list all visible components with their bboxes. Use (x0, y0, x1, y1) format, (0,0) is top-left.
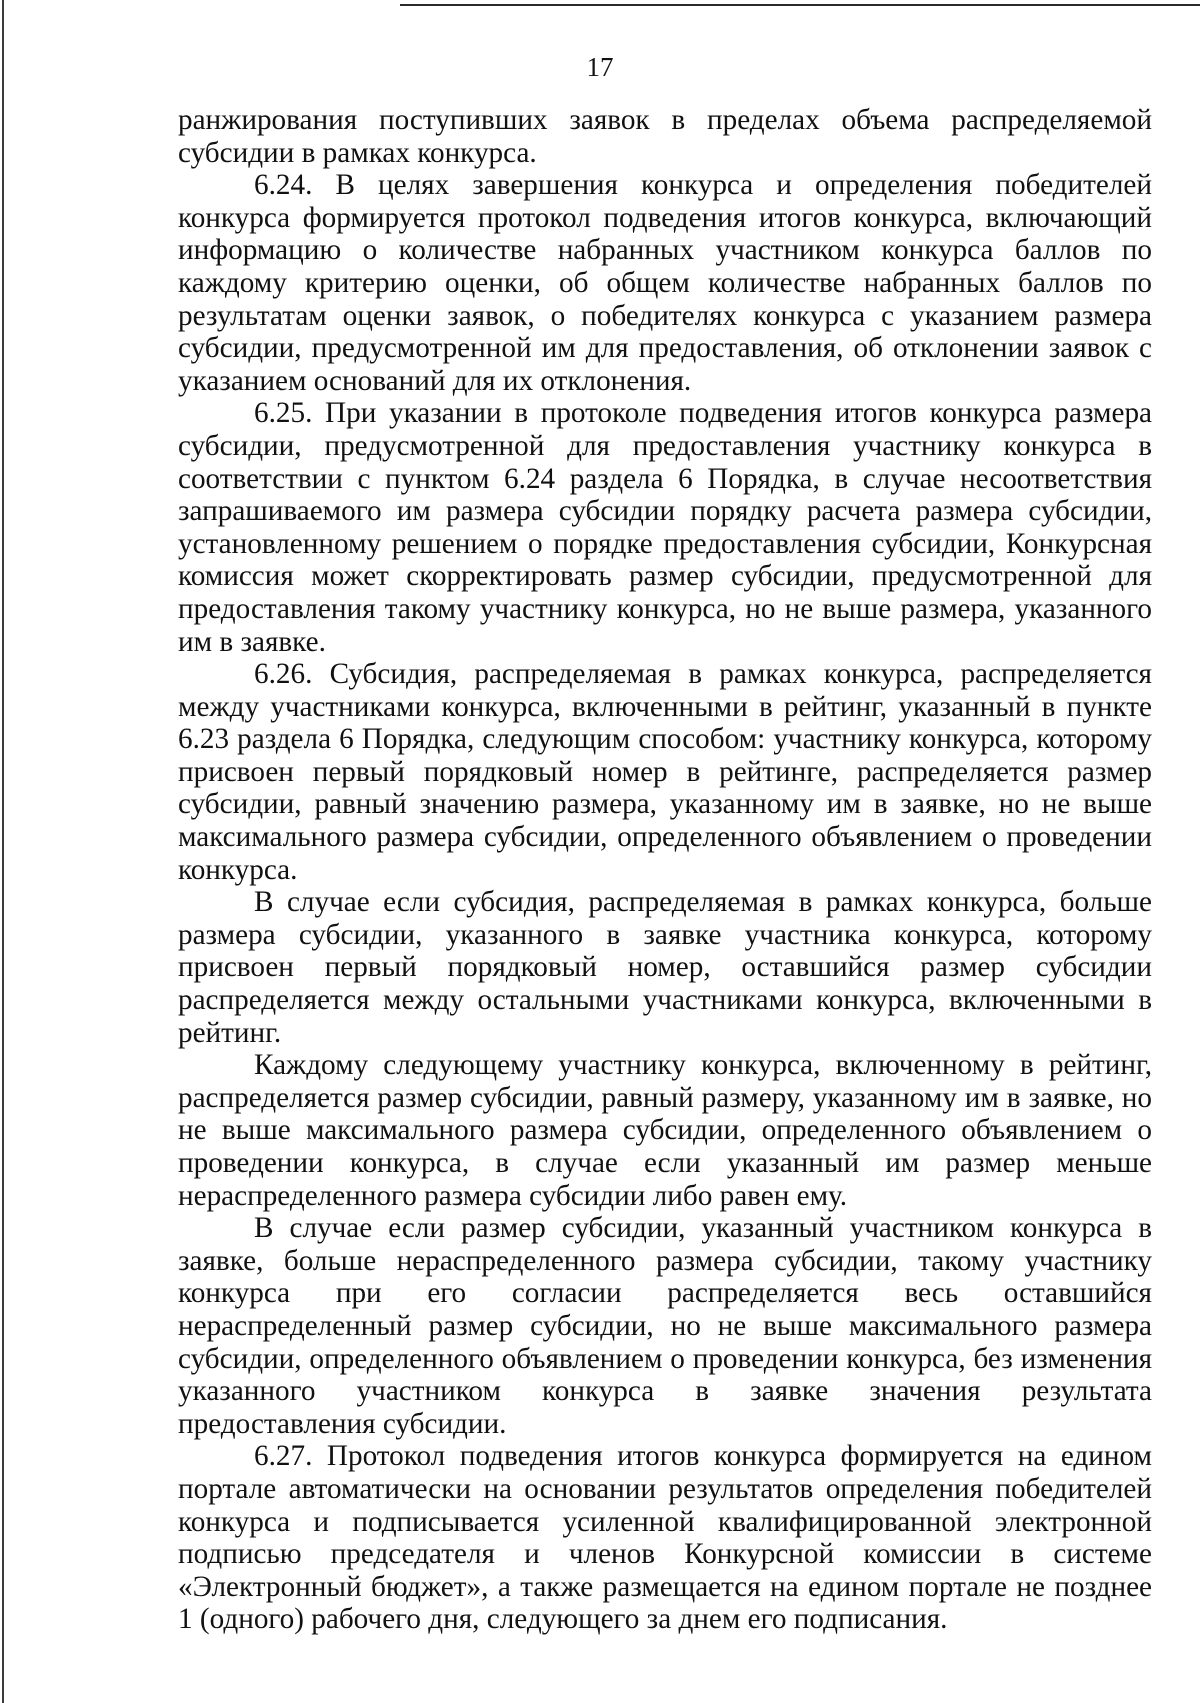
page-number: 17 (586, 52, 614, 82)
paragraph-continuation: ранжирования поступивших заявок в пределах объема распределяемой субсидии в рамках конкурса. (178, 104, 1152, 169)
document-body (178, 104, 1152, 1636)
paragraph-6-27: 6.27. Протокол подведения итогов конкурса формируется на едином портале автоматически на основании результатов определения победителей конкурса и подписывается усиленной квалифицированной электронной подписью председателя и членов Конкурсной комиссии в системе «Электронный бюджет», а также размещается на едином портале не позднее 1 (одного) рабочего дня, следующего за днем его подписания. (178, 1440, 1152, 1636)
paragraph-6-24: 6.24. В целях завершения конкурса и определения победителей конкурса формируется протокол подведения итогов конкурса, включающий информацию о количестве набранных участником конкурса баллов по каждому критерию оценки, об общем количестве набранных баллов по результатам оценки заявок, о победителях конкурса с указанием размера субсидии, предусмотренной им для предоставления, об отклонении заявок с указанием оснований для их отклонения. (178, 169, 1152, 397)
paragraph-6-25: 6.25. При указании в протоколе подведения итогов конкурса размера субсидии, предусмотренной для предоставления участнику конкурса в соответствии с пунктом 6.24 раздела 6 Порядка, в случае несоответствия запрашиваемого им размера субсидии порядку расчета размера субсидии, установленному решением о порядке предоставления субсидии, Конкурсная комиссия может скорректировать размер субсидии, предусмотренной для предоставления такому участнику конкурса, но не выше размера, указанного им в заявке. (178, 397, 1152, 658)
paragraph-6-26: 6.26. Субсидия, распределяемая в рамках конкурса, распределяется между участниками конкурса, включенными в рейтинг, указанный в пункте 6.23 раздела 6 Порядка, следующим способом: участнику конкурса, которому присвоен первый порядковый номер в рейтинге, распределяется размер субсидии, равный значению размера, указанному им в заявке, но не выше максимального размера субсидии, определенного объявлением о проведении конкурса. (178, 658, 1152, 886)
paragraph-6-26-next-participant: Каждому следующему участнику конкурса, включенному в рейтинг, распределяется размер субсидии, равный размеру, указанному им в заявке, но не выше максимального размера субсидии, определенного объявлением о проведении конкурса, в случае если указанный им размер меньше нераспределенного размера субсидии либо равен ему. (178, 1049, 1152, 1212)
scan-edge-top (400, 4, 1200, 6)
paragraph-6-26-remaining-subsidy: В случае если субсидия, распределяемая в рамках конкурса, больше размера субсидии, указанного в заявке участника конкурса, которому присвоен первый порядковый номер, оставшийся размер субсидии распределяется между остальными участниками конкурса, включенными в рейтинг. (178, 886, 1152, 1049)
paragraph-6-26-exceeding-request: В случае если размер субсидии, указанный участником конкурса в заявке, больше нераспределенного размера субсидии, такому участнику конкурса при его согласии распределяется весь оставшийся нераспределенный размер субсидии, но не выше максимального размера субсидии, определенного объявлением о проведении конкурса, без изменения указанного участником конкурса в заявке значения результата предоставления субсидии. (178, 1212, 1152, 1440)
scan-edge-left (2, 0, 4, 1703)
